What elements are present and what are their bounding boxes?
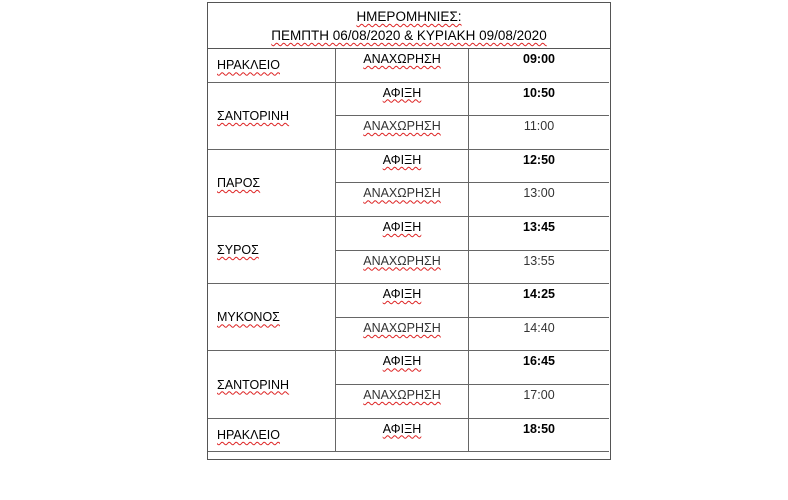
stop-action (336, 351, 469, 385)
stop-city (208, 217, 336, 284)
stop-action (336, 251, 469, 285)
stop-time: 10:50 (469, 83, 609, 117)
stop-time: 17:00 (469, 385, 609, 419)
stop-time: 16:45 (469, 351, 609, 385)
stop-city (208, 83, 336, 150)
stop-action (336, 217, 469, 251)
stop-time: 12:50 (469, 150, 609, 184)
stop-city-label: ΣΥΡΟΣ (217, 243, 259, 258)
stop-action (336, 419, 469, 453)
arrival-label: ΑΦΙΞΗ (382, 421, 422, 436)
header-title: ΗΜΕΡΟΜΗΝΙΕΣ: (356, 9, 462, 24)
departure-label: ΑΝΑΧΩΡΗΣΗ (363, 320, 441, 335)
schedule-header (208, 3, 610, 49)
stop-city-label: ΗΡΑΚΛΕΙΟ (217, 58, 280, 73)
stop-action (336, 318, 469, 352)
arrival-label: ΑΦΙΞΗ (382, 287, 422, 302)
stop-time: 13:55 (469, 251, 609, 285)
arrival-label: ΑΦΙΞΗ (382, 220, 422, 234)
departure-label: ΑΝΑΧΩΡΗΣΗ (363, 388, 441, 402)
stop-time: 14:25 (469, 284, 609, 318)
stop-city (208, 49, 336, 83)
stop-time: 13:45 (469, 217, 609, 251)
stop-action (336, 116, 469, 150)
stop-city-label: ΣΑΝΤΟΡΙΝΗ (217, 108, 290, 123)
arrival-label: ΑΦΙΞΗ (382, 85, 422, 100)
stop-city-label: ΠΑΡΟΣ (217, 176, 261, 190)
stop-action (336, 284, 469, 318)
header-dates: ΠΕΜΠΤΗ 06/08/2020 & ΚΥΡΙΑΚΗ 09/08/2020 (271, 28, 547, 43)
departure-label: ΑΝΑΧΩΡΗΣΗ (363, 119, 441, 134)
stop-city-label: ΗΡΑΚΛΕΙΟ (217, 427, 280, 442)
departure-label: ΑΝΑΧΩΡΗΣΗ (363, 253, 441, 268)
stop-time: 13:00 (469, 183, 609, 217)
stop-action (336, 385, 469, 419)
stop-city (208, 150, 336, 217)
stop-action (336, 183, 469, 217)
schedule-document (207, 2, 611, 460)
stop-city (208, 284, 336, 351)
stop-time: 11:00 (469, 116, 609, 150)
stop-city-label: ΣΑΝΤΟΡΙΝΗ (217, 377, 290, 392)
stop-action (336, 49, 469, 83)
stop-city (208, 351, 336, 418)
departure-label: ΑΝΑΧΩΡΗΣΗ (363, 52, 441, 66)
stop-action (336, 150, 469, 184)
arrival-label: ΑΦΙΞΗ (382, 354, 422, 369)
departure-label: ΑΝΑΧΩΡΗΣΗ (363, 186, 441, 201)
stop-time: 14:40 (469, 318, 609, 352)
stop-action (336, 83, 469, 117)
stop-city (208, 419, 336, 453)
stop-time: 09:00 (469, 49, 609, 83)
stop-time: 18:50 (469, 419, 609, 453)
stop-city-label: ΜΥΚΟΝΟΣ (217, 310, 280, 325)
arrival-label: ΑΦΙΞΗ (382, 152, 422, 167)
